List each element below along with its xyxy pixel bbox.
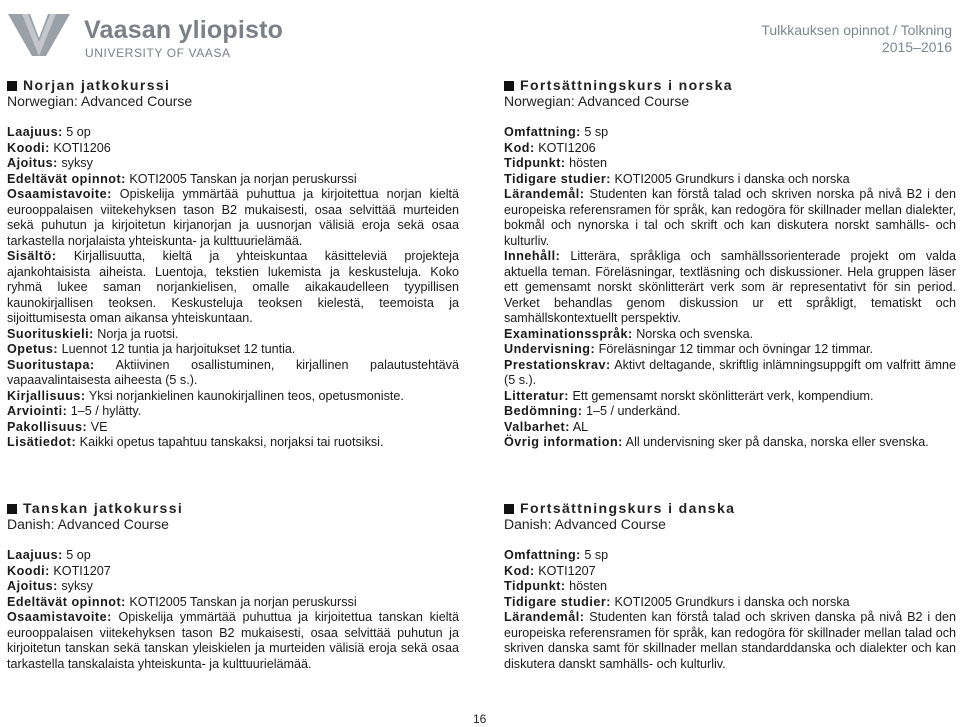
section-subtitle: Norwegian: Advanced Course <box>504 92 690 109</box>
field-innehall: Innehåll: Litterära, språkliga och samhällssorienterade projekt om valda aktuella teman. Föreläsningar, textläsning och diskussioner. Hela gruppen läser ett gemensamt norskt skönlitterärt verk som är representativt för sin period. Verket behandlas genom diskussion ur ett språkligt, tematiskt och samhällskontextuellt perspektiv. <box>504 249 956 325</box>
field-omfattning: Omfattning: 5 sp <box>504 548 609 562</box>
section-subtitle: Danish: Advanced Course <box>504 515 666 532</box>
field-examinationssprak: Examinationsspråk: Norska och svenska. <box>504 326 754 341</box>
field-ovrig: Övrig information: All undervisning sker på danska, norska eller svenska. <box>504 435 929 449</box>
field-undervisning: Undervisning: Föreläsningar 12 timmar och övningar 12 timmar. <box>504 342 874 356</box>
field-valbarhet: Valbarhet: AL <box>504 419 589 434</box>
field-suoritustapa: Suoritustapa: Aktiivinen osallistuminen, kirjallinen palautustehtävä vapaavalintaisesta aiheesta (5 s.). <box>7 357 459 387</box>
field-suorituskieli: Suorituskieli: Norja ja ruotsi. <box>7 326 179 341</box>
field-kirjallisuus: Kirjallisuus: Yksi norjankielinen kaunokirjallinen teos, opetusmoniste. <box>7 388 404 403</box>
field-tidigare: Tidigare studier: KOTI2005 Grundkurs i danska och norska <box>504 594 850 609</box>
academic-years: 2015–2016 <box>881 39 952 55</box>
field-kod: Kod: KOTI1206 <box>504 140 596 155</box>
field-larandemal: Lärandemål: Studenten kan förstå talad och skriven norska på nivå B2 i den europeiska referensramen för språk, kan redogöra för skillnader mellan dialekter, bokmål och nynorska i tal och skrift och kan diskutera norskt samhälls- och kulturliv. <box>504 187 957 248</box>
program-title: Tulkkauksen opinnot / Tolkning <box>761 22 952 38</box>
bullet-square-icon <box>504 81 514 91</box>
field-edeltavat: Edeltävät opinnot: KOTI2005 Tanskan ja norjan peruskurssi <box>7 594 357 609</box>
field-osaamistavoite: Osaamistavoite: Opiskelija ymmärtää puhuttua ja kirjoitettua norjan kieltä eurooppalaisen viitekehyksen tason B2 mukaisesti, osaa selvittää murteiden sekä puhutun ja kirjoitetun kirjanorjan ja uusnorjan välisiä eroja sekä osaa tarkastella norjalaista yhteiskunta- ja kulttuurielämää. <box>7 187 459 248</box>
field-koodi: Koodi: KOTI1207 <box>7 563 111 578</box>
field-sisalto: Sisältö: Kirjallisuutta, kieltä ja yhteiskuntaa käsitteleviä projekteja ajankohtaisista aiheista. Luentoja, tekstien lukemista ja keskusteluja. Koko ryhmä lukee saman norjankielisen, omalle aikakaudelleen tyypillisen kaunokirjallisen teoksen. Keskusteluja teoksen kielestä, teemoista ja sijoittumisesta oman aikansa yhteiskuntaan. <box>7 249 459 325</box>
bullet-square-icon <box>7 81 17 91</box>
field-tidigare: Tidigare studier: KOTI2005 Grundkurs i danska och norska <box>504 171 850 186</box>
section-title: Tanskan jatkokurssi <box>7 501 459 517</box>
section-norska <box>504 78 956 451</box>
logo-mark-icon <box>6 12 72 58</box>
field-tidpunkt: Tidpunkt: hösten <box>504 156 607 170</box>
field-larandemal: Lärandemål: Studenten kan förstå talad och skriven danska på nivå B2 i den europeiska referensramen för språk, kan redogöra för skillnader mellan talad och skriven danska samt för skillnader mellan standarddanska och dialekter och kan diskutera danskt samhälls- och kulturliv. <box>504 610 957 671</box>
logo-name: Vaasan yliopisto <box>84 16 284 44</box>
field-kod: Kod: KOTI1207 <box>504 563 596 578</box>
section-title: Fortsättningskurs i norska <box>504 78 956 94</box>
field-opetus: Opetus: Luennot 12 tuntia ja harjoitukset 12 tuntia. <box>7 342 296 356</box>
header-program-info <box>761 22 952 56</box>
field-ajoitus: Ajoitus: syksy <box>7 579 93 593</box>
field-bedomning: Bedömning: 1–5 / underkänd. <box>504 404 681 418</box>
section-title: Norjan jatkokurssi <box>7 78 459 94</box>
field-litteratur: Litteratur: Ett gemensamt norskt skönlitterärt verk, kompendium. <box>504 388 874 403</box>
field-edeltavat: Edeltävät opinnot: KOTI2005 Tanskan ja norjan peruskurssi <box>7 171 357 186</box>
section-tanskan <box>7 501 459 672</box>
field-koodi: Koodi: KOTI1206 <box>7 140 111 155</box>
field-laajuus: Laajuus: 5 op <box>7 125 91 139</box>
field-lisatiedot: Lisätiedot: Kaikki opetus tapahtuu tanskaksi, norjaksi tai ruotsiksi. <box>7 435 384 449</box>
field-laajuus: Laajuus: 5 op <box>7 548 91 562</box>
page-number: 16 <box>473 712 487 726</box>
bullet-square-icon <box>7 504 17 514</box>
field-prestationskrav: Prestationskrav: Aktivt deltagande, skriftlig inlämningsuppgift om valfritt ämne (5 s.). <box>504 357 956 387</box>
section-danska <box>504 501 956 672</box>
section-title: Fortsättningskurs i danska <box>504 501 956 517</box>
field-arviointi: Arviointi: 1–5 / hylätty. <box>7 404 142 418</box>
section-norjan <box>7 78 459 451</box>
field-omfattning: Omfattning: 5 sp <box>504 125 609 139</box>
university-logo <box>6 10 284 60</box>
field-ajoitus: Ajoitus: syksy <box>7 156 93 170</box>
section-subtitle: Norwegian: Advanced Course <box>7 92 193 109</box>
page-header <box>0 0 960 70</box>
field-pakollisuus: Pakollisuus: VE <box>7 419 108 434</box>
field-osaamistavoite: Osaamistavoite: Opiskelija ymmärtää puhuttua ja kirjoitettua tanskan kieltä eurooppalaisen viitekehyksen tason B2 mukaisesti, osaa selvittää puhutun ja kirjoitetun tanskan sekä tanskan yleiskielen ja murteiden välisiä eroja sekä osaa tarkastella tanskalaista yhteiskunta- ja kulttuurielämää. <box>7 610 459 671</box>
field-tidpunkt: Tidpunkt: hösten <box>504 579 607 593</box>
bullet-square-icon <box>504 504 514 514</box>
section-subtitle: Danish: Advanced Course <box>7 515 169 532</box>
logo-subtitle: UNIVERSITY OF VAASA <box>85 46 231 60</box>
